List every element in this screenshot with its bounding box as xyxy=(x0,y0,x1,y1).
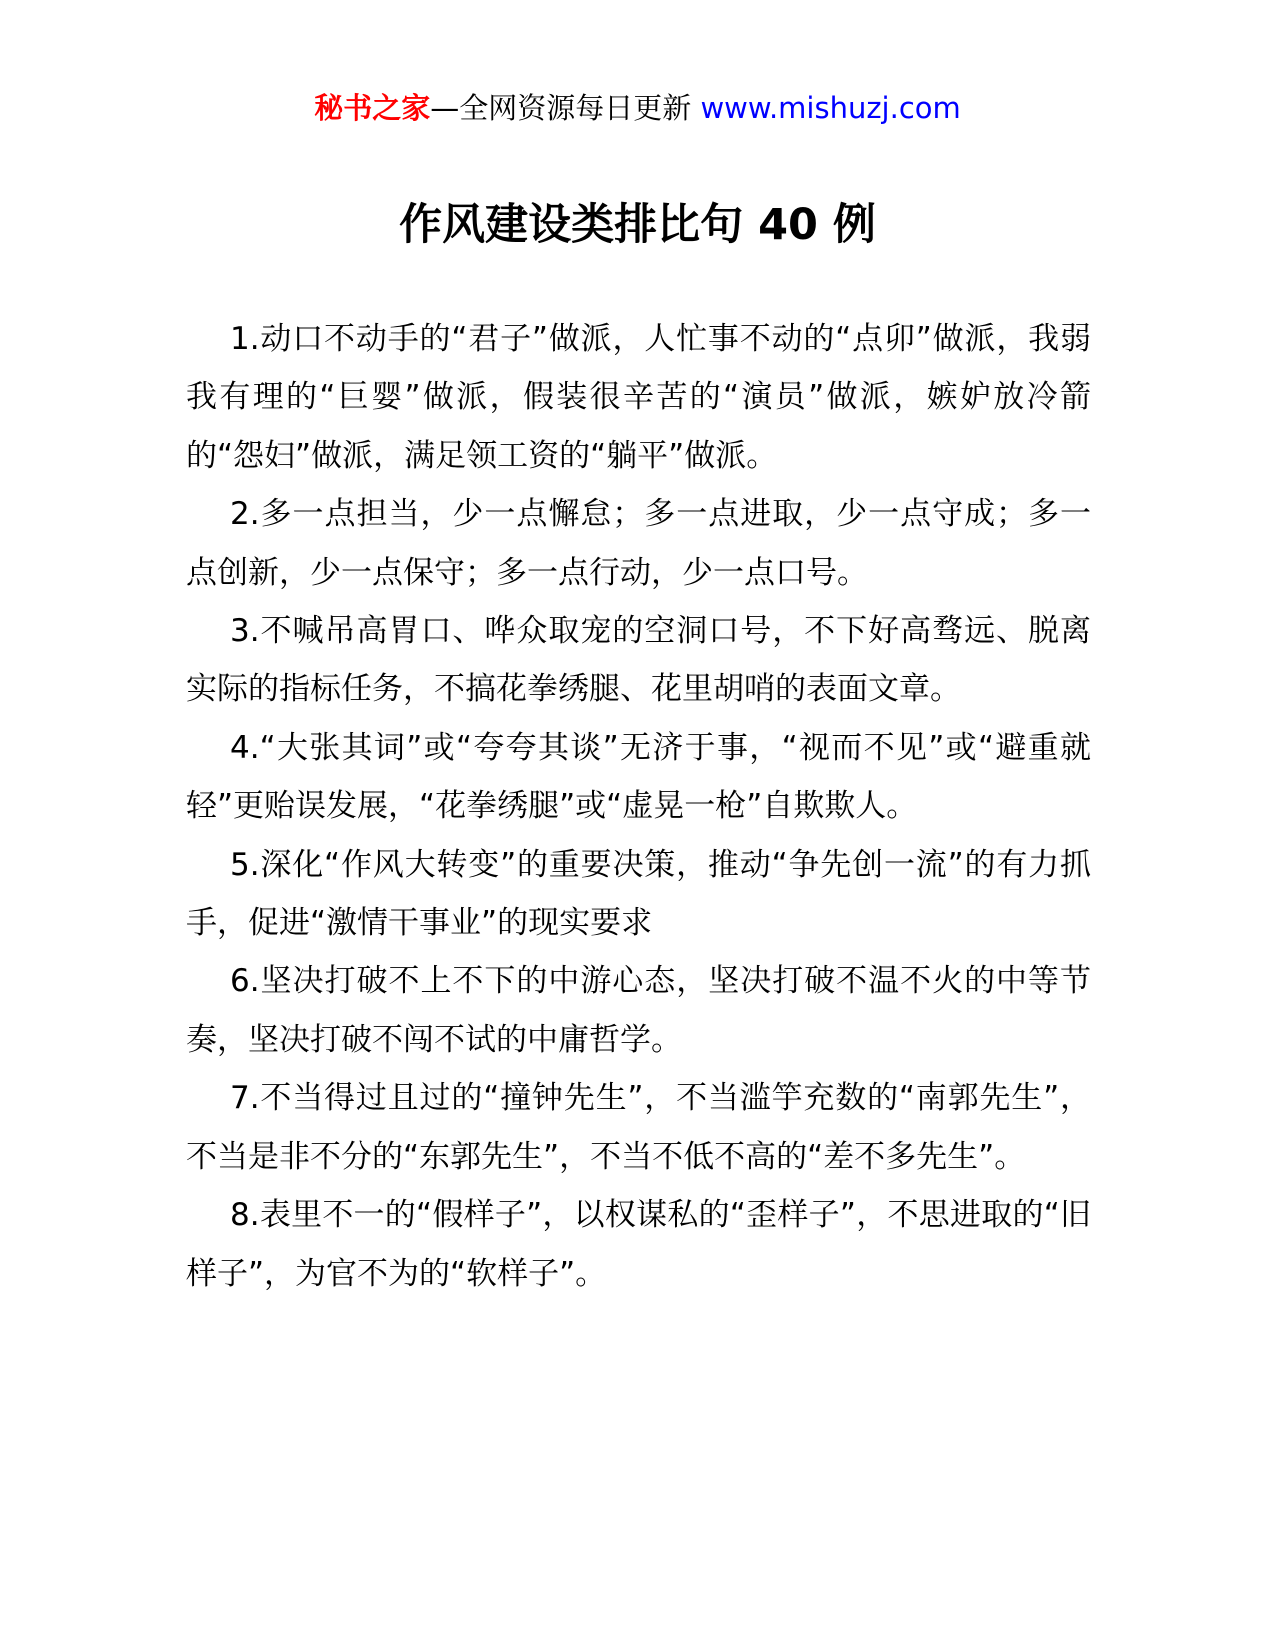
document-body xyxy=(186,310,1091,1303)
paragraph-7: 7.不当得过且过的“撞钟先生”，不当滥竽充数的“南郭先生”，不当是非不分的“东郭先生”，不当不低不高的“差不多先生”。 xyxy=(186,1080,1091,1175)
document-title: 作风建设类排比句 40 例 xyxy=(399,200,876,250)
paragraph-6: 6.坚决打破不上不下的中游心态，坚决打破不温不火的中等节奏，坚决打破不闯不试的中庸哲学。 xyxy=(186,963,1091,1058)
paragraph-2: 2.多一点担当，少一点懈怠；多一点进取，少一点守成；多一点创新，少一点保守；多一点行动，少一点口号。 xyxy=(186,496,1091,591)
site-header xyxy=(0,88,1275,128)
paragraph-8: 8.表里不一的“假样子”，以权谋私的“歪样子”，不思进取的“旧样子”，为官不为的“软样子”。 xyxy=(186,1197,1091,1292)
paragraph-1: 1.动口不动手的“君子”做派，人忙事不动的“点卯”做派，我弱我有理的“巨婴”做派，假装很辛苦的“演员”做派，嫉妒放冷箭的“怨妇”做派，满足领工资的“躺平”做派。 xyxy=(186,321,1091,474)
header-tagline: —全网资源每日更新 xyxy=(430,91,701,125)
brand-name: 秘书之家 xyxy=(314,91,431,125)
paragraph-5: 5.深化“作风大转变”的重要决策，推动“争先创一流”的有力抓手，促进“激情干事业”的现实要求 xyxy=(186,846,1091,942)
paragraph-4: 4.“大张其词”或“夸夸其谈”无济于事，“视而不见”或“避重就轻”更贻误发展，“花拳绣腿”或“虚晃一枪”自欺欺人。 xyxy=(186,729,1091,825)
paragraph-3: 3.不喊吊高胃口、哗众取宠的空洞口号，不下好高骛远、脱离实际的指标任务，不搞花拳绣腿、花里胡哨的表面文章。 xyxy=(186,613,1091,708)
site-url-link[interactable]: www.mishuzj.com xyxy=(700,91,961,125)
